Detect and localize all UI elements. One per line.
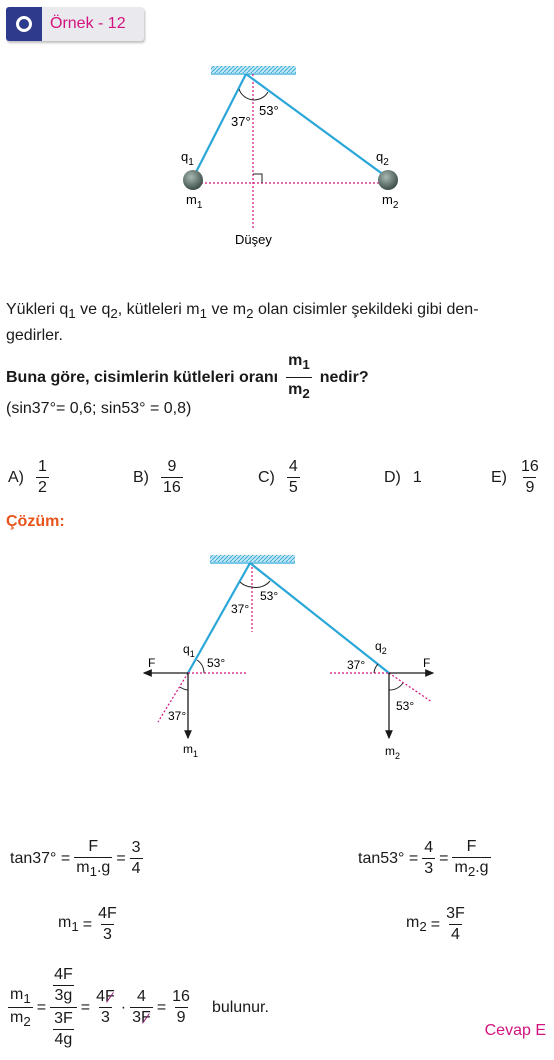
m1-label: m	[186, 192, 197, 207]
q1-label: q	[181, 149, 189, 164]
equation-tan37: tan37° = $\frac{F}{m_1.g}$ = $\frac{3}{4}$	[10, 838, 141, 880]
answer-label: Cevap E	[484, 1022, 546, 1039]
svg-text:m1: $m_1$	[183, 742, 199, 759]
q2-label: q	[376, 149, 384, 164]
given-values: (sin37°= 0,6; sin53° = 0,8)	[6, 400, 192, 417]
pendulum-figure	[0, 0, 554, 260]
rope-right-2	[250, 563, 389, 673]
equation-ratio: $\frac{m_1}{m_2}$ = $\frac{\frac{4F}{3g}}{\frac{3F}{4g}}$ = $\frac{4F}{3}$ · $\frac{4}{3F}$ = $\frac{16}{9}$ bulunur.	[10, 966, 269, 1048]
question-line-1: Yükleri $q_1$ ve $q_2$, kütleleri $m_1$ ve $m_2$ olan cisimler şekildeki gibi den-	[6, 301, 479, 322]
question-prompt: Buna göre, cisimlerin kütleleri oranı $\frac{m_1}{m_2}$ nedir?	[6, 350, 369, 405]
ball-q1	[183, 170, 203, 190]
angle-37-q1: 37°	[168, 709, 187, 723]
svg-text:q1: $q_1$	[183, 642, 195, 659]
equation-m1: $m_1$ = $\frac{4F}{3}$	[58, 905, 117, 943]
option-d[interactable]: D) 1	[384, 469, 422, 486]
m2-label: m	[382, 192, 393, 207]
equation-tan53: tan53° = $\frac{4}{3}$ = $\frac{F}{m_2.g}$	[358, 838, 489, 880]
option-c[interactable]: C) $\frac{4}{5}$	[258, 458, 298, 496]
ball-q2	[378, 170, 398, 190]
svg-text:m2: $m_2$	[382, 192, 399, 211]
right-angle-mark	[253, 174, 262, 183]
svg-text:m1: $m_1$	[186, 192, 203, 211]
example-label: Örnek - 12	[50, 15, 126, 32]
angle-37-q2: 37°	[347, 658, 366, 672]
solution-title: Çözüm:	[6, 513, 65, 530]
question-line-2: gedirler.	[6, 327, 63, 344]
angle-53-q2: 53°	[396, 699, 415, 713]
angle-53-label: 53°	[259, 103, 279, 118]
angle-37-top: 37°	[231, 602, 250, 616]
equation-m2: $m_2$ = $\frac{3F}{4}$	[406, 905, 465, 943]
option-a[interactable]: A) $\frac{1}{2}$	[8, 458, 47, 496]
ceiling-support	[211, 66, 296, 73]
angle-53-top: 53°	[260, 589, 279, 603]
option-e[interactable]: E) $\frac{16}{9}$	[491, 458, 539, 496]
force-label-right: F	[423, 656, 431, 670]
angle-37-label: 37°	[231, 114, 251, 129]
rope-right	[246, 74, 388, 178]
force-label-left: F	[148, 656, 156, 670]
svg-text:m2: $m_2$	[385, 744, 401, 761]
svg-text:q1: $q_1$	[181, 149, 194, 168]
svg-text:q2: $q_2$	[375, 639, 387, 656]
vertical-label: Düşey	[235, 232, 272, 247]
ceiling-support-2	[210, 555, 295, 562]
svg-text:q2: $q_2$	[376, 149, 389, 168]
option-b[interactable]: B) $\frac{9}{16}$	[133, 458, 181, 496]
force-diagram	[0, 540, 554, 780]
angle-53-q1: 53°	[207, 656, 226, 670]
